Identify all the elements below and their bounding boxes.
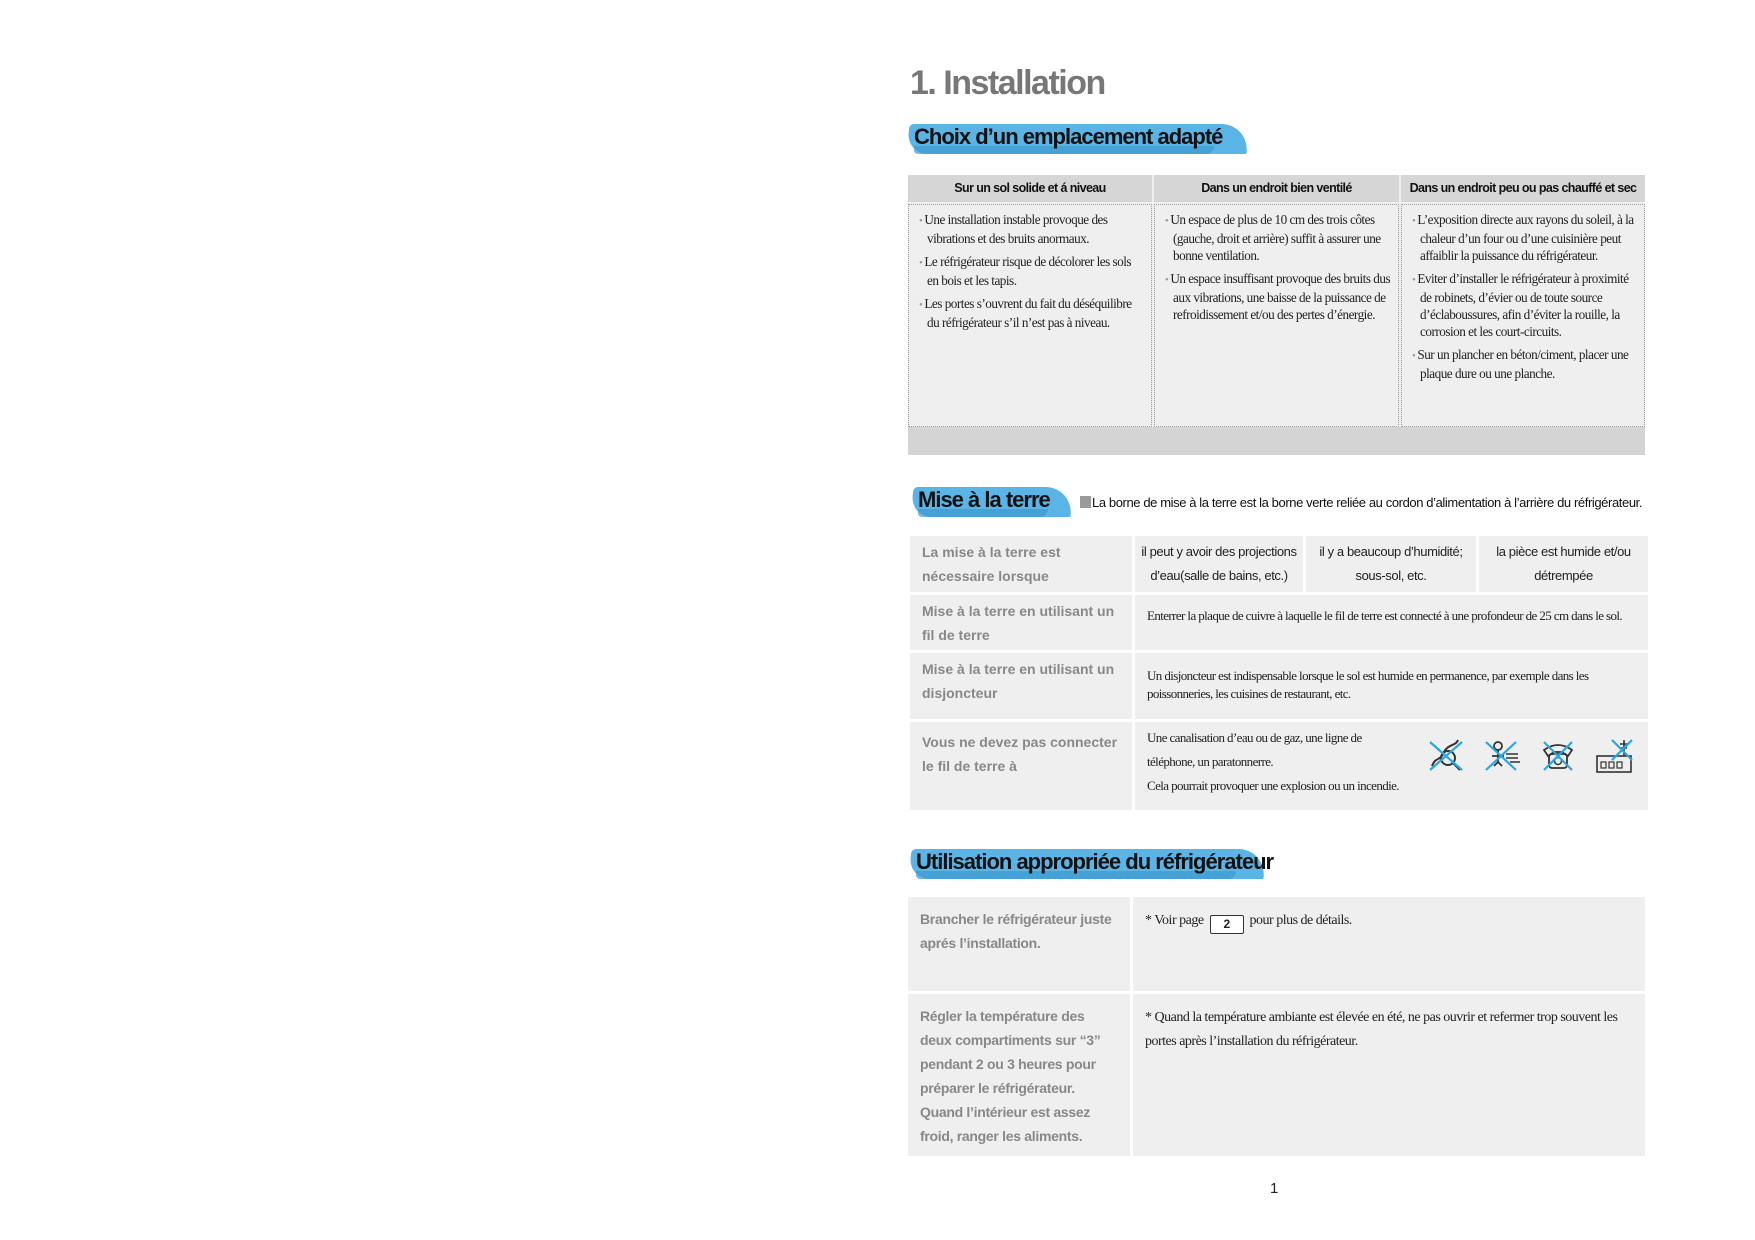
section-heading-grounding: Mise à la terre: [918, 487, 1050, 512]
row-text: * Quand la température ambiante est élevée en été, ne pas ouvrir et refermer trop souvent les portes après l’installation du réfrigérateur.: [1133, 994, 1645, 1156]
square-bullet-icon: [1080, 496, 1091, 508]
column-header: Dans un endroit peu ou pas chauffé et sec: [1401, 175, 1645, 202]
page-number: 1: [1270, 1180, 1279, 1197]
section-banner-usage: [910, 845, 1274, 883]
column-header: Dans un endroit bien ventilé: [1154, 175, 1399, 202]
row-label: La mise à la terre est nécessaire lorsque: [910, 536, 1132, 592]
no-lightning-rod-icon: [1482, 736, 1522, 774]
grounding-note: La borne de mise à la terre est la borne verte reliée au cordon d’alimentation à l’arrière du réfrigérateur.: [1080, 495, 1642, 510]
condition-cell: il y a beaucoup d’humidité; sous-sol, etc.: [1306, 536, 1476, 592]
usage-row-plug: [908, 897, 1645, 991]
no-gas-pipe-icon: [1426, 736, 1466, 774]
row-label: Vous ne devez pas connecter le fil de terre à: [910, 722, 1132, 810]
list-item: • Une installation instable provoque des vibrations et des bruits anormaux.: [919, 211, 1145, 247]
condition-cell: la pièce est humide et/ou détrempée: [1479, 536, 1648, 592]
grounding-row-breaker: [910, 653, 1648, 719]
list-item: • Les portes s’ouvrent du fait du déséquilibre du réfrigérateur s’il n’est pas à niveau.: [919, 295, 1145, 331]
location-column-ventilation: [1154, 175, 1399, 427]
section-heading-usage: Utilisation appropriée du réfrigérateur: [916, 849, 1274, 874]
section-heading-location: Choix d’un emplacement adapté: [914, 124, 1223, 149]
row-label: Régler la température des deux compartiments sur “3” pendant 2 ou 3 heures pour préparer le réfrigérateur. Quand l’intérieur est assez froid, ranger les aliments.: [908, 994, 1130, 1156]
page-reference[interactable]: 2: [1210, 915, 1244, 934]
list-item: • Sur un plancher en béton/ciment, placer une plaque dure ou une planche.: [1412, 346, 1638, 382]
row-label: Brancher le réfrigérateur juste aprés l’installation.: [908, 897, 1130, 991]
list-item: • Eviter d’installer le réfrigérateur à proximité de robinets, d’évier ou de toute source d’éclaboussures, afin d’éviter la rouille, la corrosion et les court-circuits.: [1412, 270, 1638, 340]
warning-line: téléphone, un paratonnerre.: [1147, 754, 1274, 769]
grounding-row-necessary: [910, 536, 1648, 592]
row-label: Mise à la terre en utilisant un fil de terre: [910, 595, 1132, 650]
no-antenna-icon: [1594, 736, 1634, 774]
section-banner-location: [908, 120, 1248, 158]
warning-line: Cela pourrait provoquer une explosion ou un incendie.: [1147, 778, 1399, 793]
list-item: • Le réfrigérateur risque de décolorer les sols en bois et les tapis.: [919, 253, 1145, 289]
warning-line: Une canalisation d’eau ou de gaz, une ligne de: [1147, 730, 1362, 745]
no-telephone-icon: [1538, 736, 1578, 774]
table-footer: [908, 427, 1645, 455]
list-item: • L’exposition directe aux rayons du soleil, à la chaleur d’un four ou d’une cuisinière peut affaiblir la puissance du réfrigérateur.: [1412, 211, 1638, 264]
row-text: * Voir page 2 pour plus de détails.: [1133, 897, 1645, 991]
list-item: • Un espace de plus de 10 cm des trois côtes (gauche, droit et arrière) suffit à assurer une bonne ventilation.: [1165, 211, 1392, 264]
location-table: [908, 175, 1645, 455]
location-column-dry: [1401, 175, 1645, 427]
section-banner-grounding: [912, 483, 1072, 521]
list-item: • Un espace insuffisant provoque des bruits dus aux vibrations, une baisse de la puissance de refroidissement et/ou des pertes d’énergie.: [1165, 270, 1392, 323]
row-label: Mise à la terre en utilisant un disjoncteur: [910, 653, 1132, 719]
row-text: Un disjoncteur est indispensable lorsque le sol est humide en permanence, par exemple dans les poissonneries, les cuisines de restaurant, etc.: [1135, 653, 1648, 719]
location-column-floor: [908, 175, 1152, 427]
column-header: Sur un sol solide et á niveau: [908, 175, 1152, 202]
prohibited-icons: [1426, 736, 1634, 774]
row-text: Enterrer la plaque de cuivre à laquelle le fil de terre est connecté à une profondeur de 25 cm dans le sol.: [1135, 595, 1648, 650]
grounding-row-dont: [910, 722, 1648, 810]
usage-row-temperature: [908, 994, 1645, 1156]
row-text: [1135, 722, 1648, 810]
condition-cell: il peut y avoir des projections d’eau(salle de bains, etc.): [1135, 536, 1303, 592]
grounding-row-wire: [910, 595, 1648, 650]
manual-page: [908, 0, 1648, 1240]
page-title: 1. Installation: [910, 64, 1105, 102]
